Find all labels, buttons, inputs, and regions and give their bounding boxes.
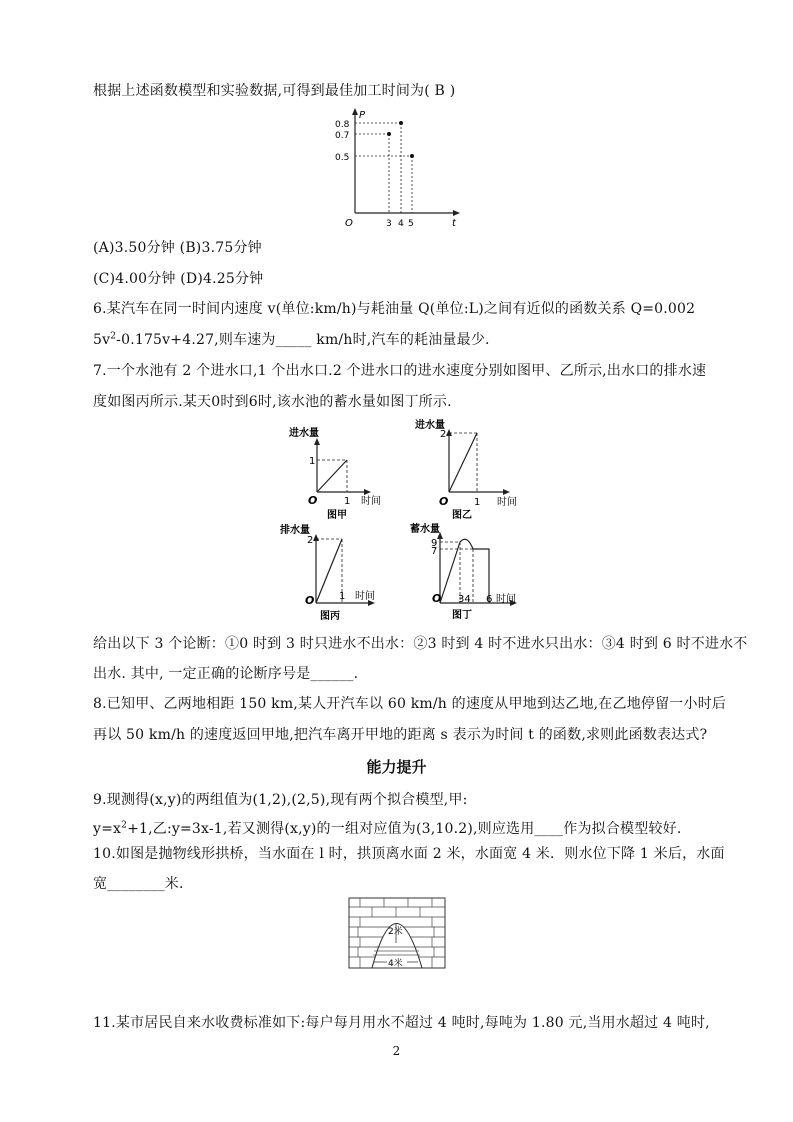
fig-ding-y-tick-7: 7 — [431, 546, 438, 557]
q6-line2 — [93, 329, 490, 349]
q9-line2-a: y=x — [93, 821, 122, 837]
q11-line1: 11.某市居民自来水收费标准如下:每户每月用水不超过 4 吨时,每吨为 1.80 元,当用水超过 4 吨时, — [93, 1015, 710, 1031]
q9-line2-sup: 2 — [121, 820, 128, 831]
fig-p-point-4 — [399, 121, 403, 125]
section-title: 能力提升 — [366, 758, 427, 776]
intro-line: 根据上述函数模型和实验数据,可得到最佳加工时间为( B ) — [93, 83, 456, 99]
fig-bing-y-label: 排水量 — [280, 525, 310, 536]
q7-line3: 给出以下 3 个论断：①0 时到 3 时只进水不出水：②3 时到 4 时不进水只出水：③4 时到 6 时不进水不 — [93, 636, 748, 652]
q7-line1: 7.一个水池有 2 个进水口,1 个出水口.2 个进水口的进水速度分别如图甲、乙所示,出水口的排水速 — [93, 363, 707, 379]
q10-line1: 10.如图是抛物线形拱桥，当水面在 l 时，拱顶离水面 2 米，水面宽 4 米．则水位下降 1 米后，水面 — [93, 846, 725, 862]
fig-jia-x-label: 时间 — [361, 496, 381, 507]
q6-line2-a: 5v — [93, 332, 111, 348]
fig-p-xtick-5: 5 — [408, 219, 414, 229]
fig-jia-origin: O — [308, 494, 318, 507]
q7-line4: 出水. 其中, 一定正确的论断序号是______. — [93, 666, 359, 682]
page-number: 2 — [392, 1044, 401, 1058]
fig-ding-y-label: 蓄水量 — [410, 524, 440, 535]
fig-p-x-label: t — [452, 218, 456, 229]
fig-bing-caption: 图丙 — [320, 611, 340, 622]
q8-line1: 8.已知甲、乙两地相距 150 km,某人开汽车以 60 km/h 的速度从甲地到达乙地,在乙地停留一小时后 — [93, 696, 727, 712]
q5-options-line2: (C)4.00分钟 (D)4.25分钟 — [93, 271, 264, 287]
fig-yi-origin: O — [439, 495, 449, 508]
fig-bing-x-label: 时间 — [355, 591, 375, 602]
fig-jia-y-tick: 1 — [309, 456, 316, 467]
fig-ding-y-tick-9: 9 — [431, 538, 438, 549]
figure-p-t — [335, 105, 465, 230]
fig-ding-x-ticks: 34 — [458, 594, 471, 605]
fig-p-point-3 — [387, 132, 391, 136]
fig-bing-origin: O — [305, 594, 315, 607]
q9-line2 — [93, 818, 682, 838]
fig-p-xtick-3: 3 — [386, 219, 392, 229]
fig-p-ytick-05: 0.5 — [335, 153, 350, 163]
q6-line2-b: -0.175v+4.27,则车速为_____ km/h时,汽车的耗油量最少. — [116, 332, 490, 348]
fig-yi-x-label: 时间 — [497, 497, 517, 508]
fig-p-ytick-08: 0.8 — [335, 120, 350, 130]
fig-p-origin: O — [345, 218, 353, 229]
figure-yi — [415, 417, 525, 520]
fig-p-xtick-4: 4 — [398, 219, 404, 229]
fig-p-y-label: P — [359, 110, 366, 121]
q8-line2: 再以 50 km/h 的速度返回甲地,把汽车离开甲地的距离 s 表示为时间 t 的函数,求则此函数表达式? — [93, 727, 708, 743]
figure-bing — [280, 520, 390, 623]
arch-width-label: 4米 — [388, 959, 403, 969]
fig-p-point-5 — [410, 154, 414, 158]
q6-line2-sup: 2 — [110, 331, 117, 342]
fig-ding-origin: O — [432, 592, 442, 605]
fig-yi-x-tick: 1 — [474, 497, 481, 508]
fig-ding-caption: 图丁 — [452, 610, 472, 621]
figure-ding — [410, 518, 525, 623]
fig-jia-y-label: 进水量 — [289, 428, 319, 439]
arch-height-label: 2米 — [388, 927, 403, 937]
figure-jia — [283, 422, 393, 520]
fig-yi-caption: 图乙 — [452, 510, 472, 520]
fig-jia-x-tick: 1 — [344, 496, 351, 507]
fig-yi-y-tick: 2 — [440, 429, 447, 440]
figure-arch-bridge — [348, 897, 446, 969]
fig-yi-y-label: 进水量 — [415, 420, 445, 431]
fig-ding-x-label: 时间 — [496, 594, 516, 605]
q9-line1: 9.现测得(x,y)的两组值为(1,2),(2,5),现有两个拟合模型,甲: — [93, 792, 468, 808]
fig-bing-x-tick: 1 — [339, 591, 346, 602]
fig-p-ytick-07: 0.7 — [335, 131, 350, 141]
q10-line2: 宽________米． — [93, 876, 194, 892]
fig-jia-caption: 图甲 — [327, 510, 347, 520]
fig-bing-y-tick: 2 — [307, 535, 314, 546]
q6-line1: 6.某汽车在同一时间内速度 v(单位:km/h)与耗油量 Q(单位:L)之间有近似的函数关系 Q=0.002 — [93, 301, 696, 317]
q7-line2: 度如图丙所示.某天0时到6时,该水池的蓄水量如图丁所示. — [93, 394, 452, 410]
q5-options-line1: (A)3.50分钟 (B)3.75分钟 — [93, 240, 262, 256]
q9-line2-b: +1,乙:y=3x-1,若又测得(x,y)的一组对应值为(3,10.2),则应选用____作为拟合模型较好. — [127, 821, 682, 837]
fig-ding-x-tick-6: 6 — [486, 594, 493, 605]
